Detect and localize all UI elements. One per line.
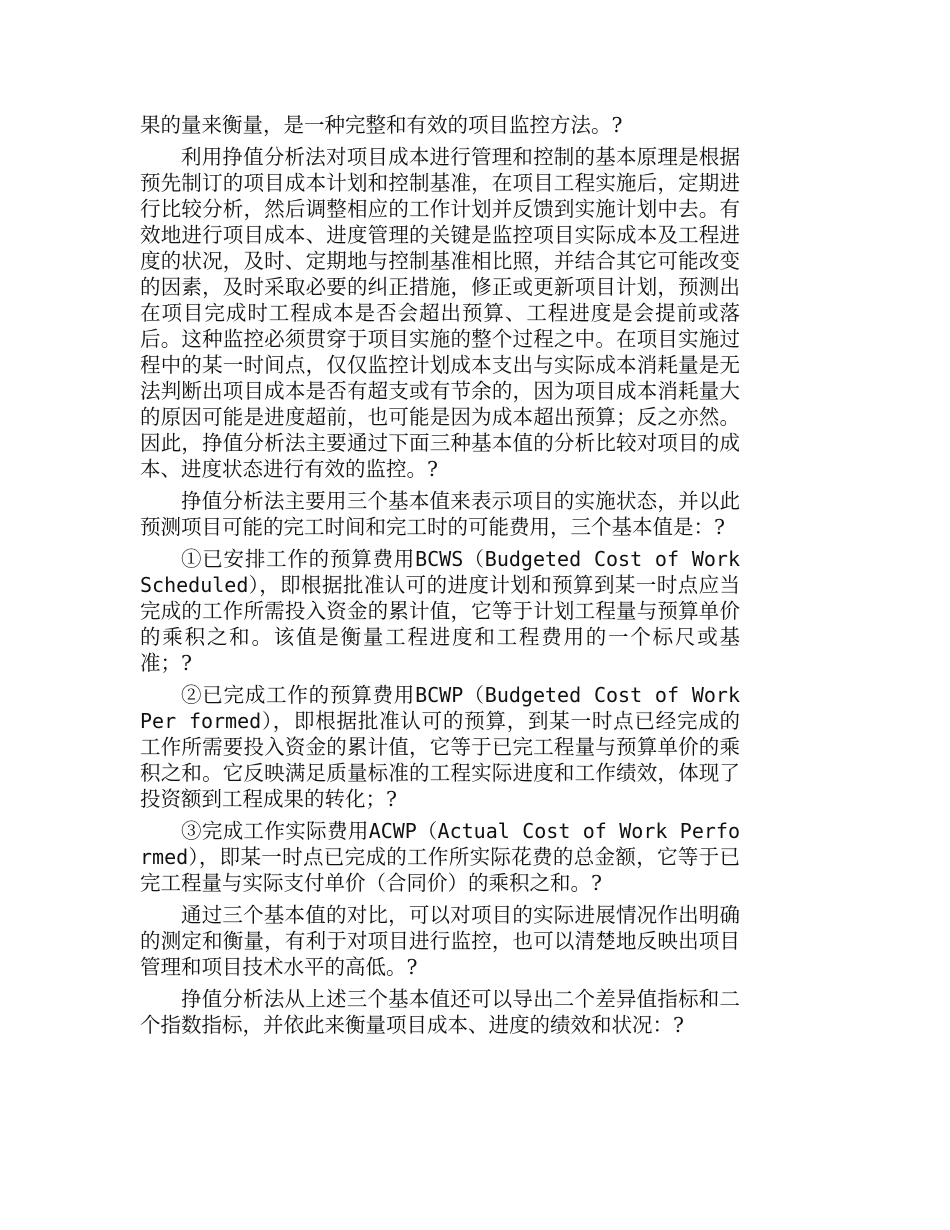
bcws-description: ，即根据批准认可的进度计划和预算到某一时点应当完成的工作所需投入资金的累计值，它等于计划工程量与预算单价的乘积之和。该值是衡量工程进度和工程费用的一个标尺或基准；? — [140, 573, 740, 675]
bcws-term: BCWS（Budgeted Cost of Work Scheduled） — [140, 547, 740, 597]
bcws-prefix: ①已安排工作的预算费用 — [181, 547, 416, 571]
paragraph-indicators: 挣值分析法从上述三个基本值还可以导出二个差异值指标和二个指数指标，并依此来衡量项目成本、进度的绩效和状况：? — [140, 987, 740, 1037]
bcwp-description: ，即根据批准认可的预算，到某一时点已经完成的工作所需要投入资金的累计值，它等于已完工程量与预算单价的乘积之和。它反映满足质量标准的工程实际进度和工作绩效，体现了投资额到工程成果的转化；? — [140, 709, 740, 811]
paragraph-bcws — [140, 546, 740, 676]
acwp-prefix: ③完成工作实际费用 — [181, 819, 369, 843]
paragraph-three-values-intro: 挣值分析法主要用三个基本值来表示项目的实施状态，并以此预测项目可能的完工时间和完工时的可能费用，三个基本值是：? — [140, 489, 740, 539]
paragraph-acwp — [140, 818, 740, 896]
acwp-term: ACWP（Actual Cost of Work Performed） — [140, 819, 740, 869]
paragraph-continuation: 果的量来衡量，是一种完整和有效的项目监控方法。? — [140, 113, 623, 137]
paragraph-bcwp — [140, 682, 740, 812]
paragraph-comparison: 通过三个基本值的对比，可以对项目的实际进展情况作出明确的测定和衡量，有利于对项目进行监控，也可以清楚地反映出项目管理和项目技术水平的高低。? — [140, 903, 740, 979]
bcwp-prefix: ②已完成工作的预算费用 — [181, 683, 416, 707]
bcwp-term: BCWP（Budgeted Cost of Work Per formed） — [140, 683, 740, 733]
acwp-description: ，即某一时点已完成的工作所实际花费的总金额，它等于已完工程量与实际支付单价（合同价）的乘积之和。? — [140, 845, 741, 895]
paragraph-principle: 利用挣值分析法对项目成本进行管理和控制的基本原理是根据预先制订的项目成本计划和控制基准，在项目工程实施后，定期进行比较分析，然后调整相应的工作计划并反馈到实施计划中去。有效地进行项目成本、进度管理的关键是监控项目实际成本及工程进度的状况，及时、定期地与控制基准相比照，并结合其它可能改变的因素，及时采取必要的纠正措施，修正或更新项目计划，预测出在项目完成时工程成本是否会超出预算、工程进度是会提前或落后。这种监控必须贯穿于项目实施的整个过程之中。在项目实施过程中的某一时间点，仅仅监控计划成本支出与实际成本消耗量是无法判断出项目成本是否有超支或有节余的，因为项目成本消耗量大的原因可能是进度超前，也可能是因为成本超出预算；反之亦然。因此，挣值分析法主要通过下面三种基本值的分析比较对项目的成本、进度状态进行有效的监控。? — [140, 145, 740, 481]
document-body — [140, 112, 740, 1044]
